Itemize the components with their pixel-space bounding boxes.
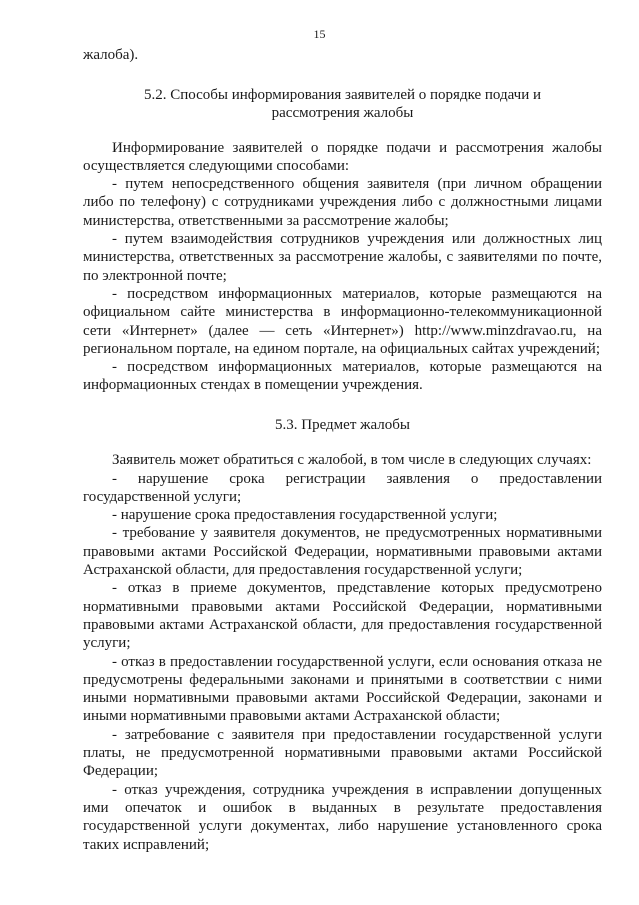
list-item-info-stands: - посредством информационных материалов, которые размещаются на информационных стендах в помещении учреждения. <box>83 359 602 394</box>
section-heading-line2: рассмотрения жалобы <box>271 105 414 122</box>
list-item-service-refusal: - отказ в предоставлении государственной услуги, если основания отказа не предусмотрены федеральными законами и принятыми в соответствии с ними иными нормативными правовыми актами Российской Федерации, законами и иными нормативными правовыми актами Астраханской области; <box>83 653 602 725</box>
list-item-document-refusal: - отказ в приеме документов, представление которых предусмотрено нормативными правовыми актами Российской Федерации, нормативными правовыми актами Астраханской области, для предоставления государственной услуги; <box>83 580 602 652</box>
list-item-registration-deadline: - нарушение срока регистрации заявления о предоставлении государственной услуги; <box>83 470 602 505</box>
list-item-personal-contact: - путем непосредственного общения заявителя (при личном обращении либо по телефону) с сотрудниками учреждения либо с должностными лицами министерства, ответственными за рассмотрение жалобы; <box>83 176 602 229</box>
list-item-service-deadline: - нарушение срока предоставления государственной услуги; <box>112 507 498 524</box>
section-heading: 5.3. Предмет жалобы <box>275 417 410 433</box>
section-informing-methods <box>83 86 602 395</box>
lead-text-block <box>83 46 602 64</box>
section-complaint-subject <box>83 416 602 854</box>
lead-text: жалоба). <box>83 47 139 63</box>
list-item-extra-documents: - требование у заявителя документов, не предусмотренных нормативными правовыми актами Российской Федерации, нормативными правовыми актами Астраханской области, для предоставления государственной услуги; <box>83 525 602 579</box>
paragraph-intro: Заявитель может обратиться с жалобой, в том числе в следующих случаях: <box>112 452 592 469</box>
page-number: 15 <box>313 27 326 41</box>
list-item-payment-demand: - затребование с заявителя при предоставлении государственной услуги платы, не предусмотренной нормативными правовыми актами Российской Федерации; <box>83 726 602 780</box>
paragraph-intro: Информирование заявителей о порядке подачи и рассмотрения жалобы осуществляется следующими способами: <box>83 139 602 174</box>
list-item-mail-contact: - путем взаимодействия сотрудников учреждения или должностных лиц министерства, ответственных за рассмотрение жалобы, с заявителями по почте, по электронной почте; <box>83 231 602 284</box>
list-item-correction-refusal: - отказ учреждения, сотрудника учреждения в исправлении допущенных ими опечаток и ошибок в выданных в результате предоставления государственной услуги документах, либо нарушение установленного срока таких исправлений; <box>83 781 602 853</box>
section-heading-line1: 5.2. Способы информирования заявителей о порядке подачи и <box>143 87 542 103</box>
list-item-website-info: - посредством информационных материалов, которые размещаются на официальном сайте министерства в информационно-телекоммуникационной сети «Интернет» (далее — сеть «Интернет») http://www.minzdravao.ru, на региональном портале, на едином портале, на официальных сайтах учреждений; <box>83 285 602 357</box>
section-heading <box>83 86 602 123</box>
